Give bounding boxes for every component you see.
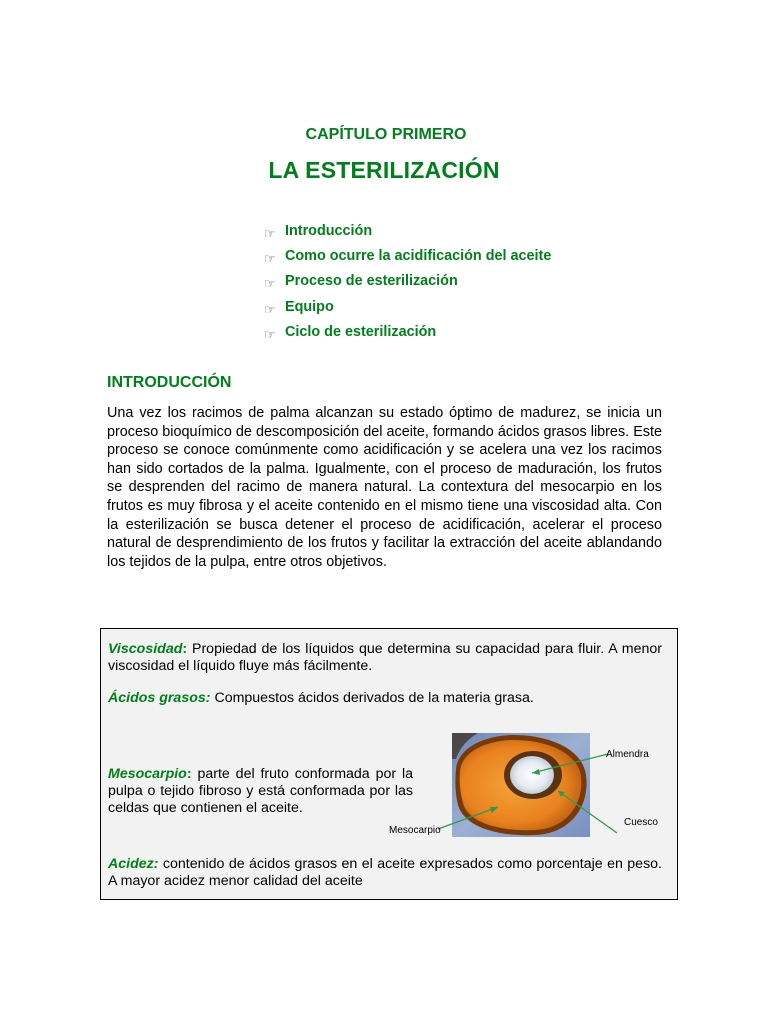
kernel-almendra bbox=[510, 756, 554, 794]
glossary-term-colon: : bbox=[186, 766, 192, 782]
palm-fruit-figure bbox=[386, 729, 666, 841]
table-of-contents bbox=[264, 222, 551, 348]
glossary-definition: parte del fruto conformada por la pulpa o tejido fibroso y está conformada por las celdas que contienen el aceite. bbox=[108, 766, 413, 817]
glossary-definition: contenido de ácidos grasos en el aceite expresados como porcentaje en peso. A mayor acidez menor calidad del aceite bbox=[108, 856, 662, 890]
toc-item-label: Introducción bbox=[285, 223, 373, 239]
toc-item-label: Ciclo de esterilización bbox=[285, 323, 437, 340]
glossary-term: Viscosidad bbox=[108, 641, 183, 657]
pointing-hand-icon: ☞ bbox=[264, 276, 276, 292]
glossary-box bbox=[100, 628, 678, 900]
toc-item[interactable] bbox=[264, 323, 551, 348]
glossary-entry-acidez bbox=[108, 856, 662, 890]
toc-item[interactable] bbox=[264, 222, 551, 247]
pointing-hand-icon: ☞ bbox=[264, 226, 276, 241]
pointing-hand-icon: ☞ bbox=[264, 251, 276, 267]
toc-item-label: Equipo bbox=[285, 298, 334, 315]
glossary-definition: Compuestos ácidos derivados de la materia grasa. bbox=[210, 690, 534, 706]
toc-item-label: Proceso de esterilización bbox=[285, 273, 458, 290]
glossary-term: Ácidos grasos: bbox=[108, 690, 211, 706]
section-heading-introduction: INTRODUCCIÓN bbox=[107, 374, 232, 391]
figure-label-almendra: Almendra bbox=[606, 749, 649, 760]
glossary-entry-viscosidad bbox=[108, 641, 662, 675]
introduction-paragraph: Una vez los racimos de palma alcanzan su estado óptimo de madurez, se inicia un proceso bioquímico de descomposición del aceite, formando ácidos grasos libres. Este proceso se conoce comúnmente como acidificación y se acelera una vez los racimos han sido cortados de la palma. Igualmente, con el proceso de maduración, los frutos se desprenden del racimo de manera natural. La contextura del mesocarpio en los frutos es muy fibrosa y el aceite contenido en el mismo tiene una viscosidad alta. Con la esterilización se busca detener el proceso de acidificación, acelerar el proceso natural de desprendimiento de los frutos y facilitar la extracción del aceite ablandando los tejidos de la pulpa, entre otros objetivos. bbox=[107, 405, 662, 570]
glossary-entry-acidos-grasos bbox=[108, 690, 662, 707]
figure-label-cuesco: Cuesco bbox=[624, 817, 658, 828]
figure-label-mesocarpio: Mesocarpio bbox=[389, 825, 441, 836]
glossary-term: Mesocarpio bbox=[108, 766, 187, 782]
pointing-hand-icon: ☞ bbox=[264, 301, 276, 317]
pointing-hand-icon: ☞ bbox=[264, 326, 276, 342]
toc-item[interactable] bbox=[264, 247, 551, 272]
glossary-entry-mesocarpio bbox=[108, 766, 413, 818]
glossary-definition: Propiedad de los líquidos que determina su capacidad para fluir. A menor viscosidad el líquido fluye más fácilmente. bbox=[108, 641, 662, 675]
toc-item[interactable] bbox=[264, 298, 551, 323]
chapter-title: LA ESTERILIZACIÓN bbox=[268, 157, 500, 183]
glossary-term: Acidez: bbox=[108, 856, 159, 872]
toc-item[interactable] bbox=[264, 272, 551, 297]
chapter-label: CAPÍTULO PRIMERO bbox=[305, 126, 467, 143]
toc-item-label: Como ocurre la acidificación del aceite bbox=[285, 248, 552, 265]
glossary-term-colon: : bbox=[182, 641, 188, 657]
